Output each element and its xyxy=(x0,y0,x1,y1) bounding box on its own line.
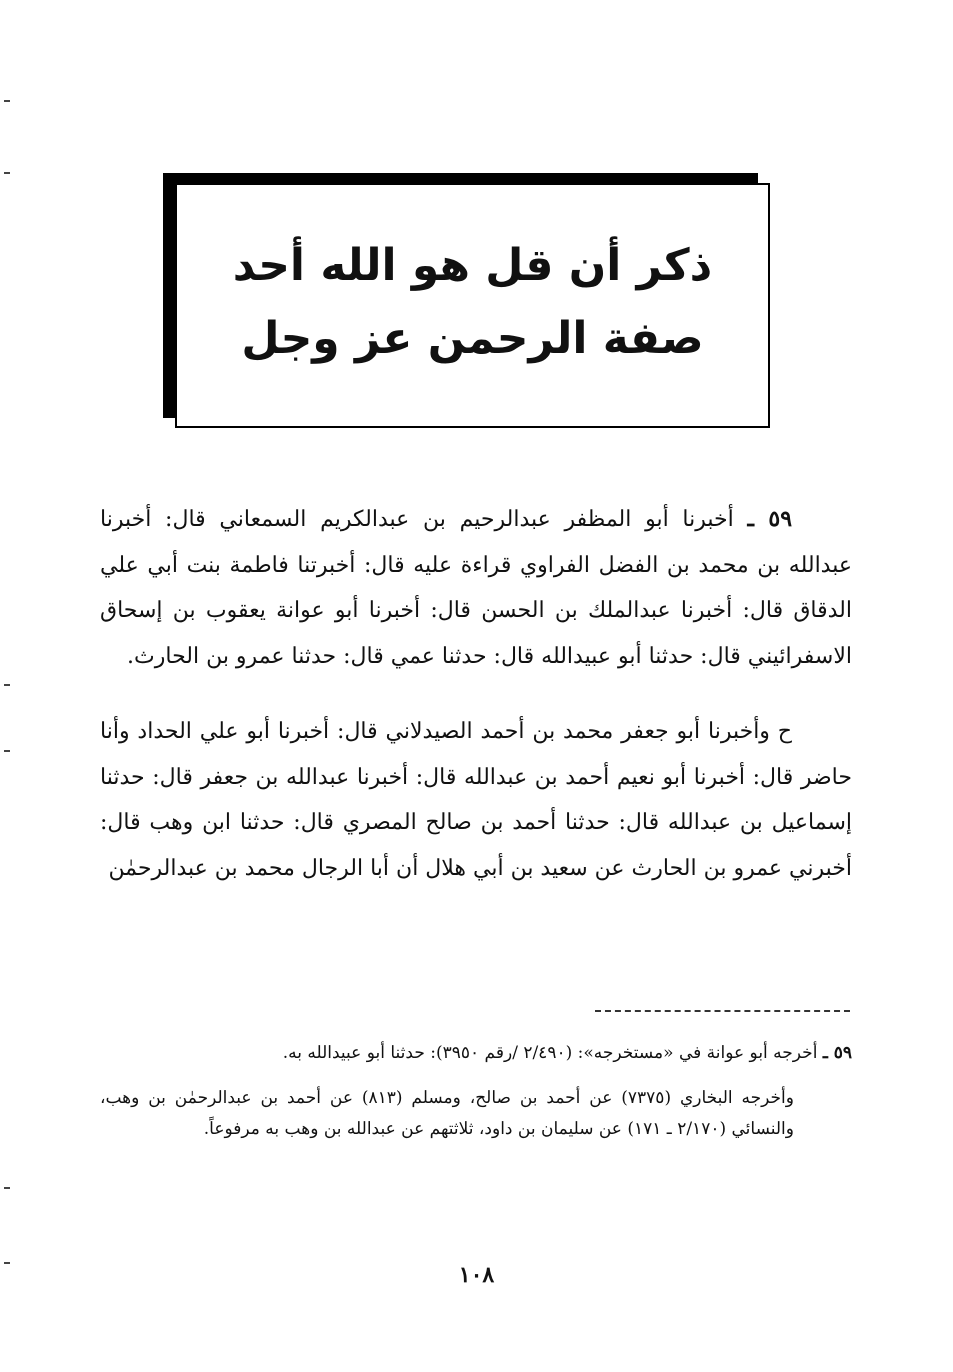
footnote-separator xyxy=(595,1010,850,1012)
hadith-number: ٥٩ ـ xyxy=(747,506,793,532)
chapter-title-box xyxy=(175,183,770,428)
hadith-paragraph-1 xyxy=(100,497,852,679)
scan-edge-mark xyxy=(4,100,10,102)
chapter-title-line-1: ذكر أن قل هو الله أحد xyxy=(232,240,713,291)
scan-edge-mark xyxy=(4,172,10,174)
hadith-text xyxy=(100,497,852,891)
chapter-title-line-2: صفة الرحمن عز وجل xyxy=(241,313,704,364)
footnote-1-text: أخرجه أبو عوانة في «مستخرجه»: (٢/٤٩٠ /رقم ٣٩٥٠): حدثنا أبو عبيدالله به. xyxy=(282,1043,818,1063)
footnote-1 xyxy=(100,1038,852,1069)
scan-edge-mark xyxy=(4,684,10,686)
footnote-number: ٥٩ ـ xyxy=(822,1043,852,1063)
footnotes xyxy=(100,1038,852,1145)
scan-edge-mark xyxy=(4,1187,10,1189)
page-number: ١٠٨ xyxy=(458,1262,495,1288)
footnote-2: وأخرجه البخاري (٧٣٧٥) عن أحمد بن صالح، ومسلم (٨١٣) عن أحمد بن عبدالرحمٰن بن وهب، والنسائي (٢/١٧٠ ـ ١٧١) عن سليمان بن داود، ثلاثتهم عن عبدالله بن وهب به مرفوعاً. xyxy=(100,1088,794,1139)
hadith-paragraph-1-text: أخبرنا أبو المظفر عبدالرحيم بن عبدالكريم السمعاني قال: أخبرنا عبدالله بن محمد بن الفضل الفراوي قراءة عليه قال: أخبرتنا فاطمة بنت أبي علي الدقاق قال: أخبرنا عبدالملك بن الحسن قال: أخبرنا أبو عوانة يعقوب بن إسحاق الاسفرائيني قال: حدثنا أبو عبيدالله قال: حدثنا عمي قال: حدثنا عمرو بن الحارث. xyxy=(100,507,853,669)
scan-edge-mark xyxy=(4,750,10,752)
hadith-paragraph-2: ح وأخبرنا أبو جعفر محمد بن أحمد الصيدلاني قال: أخبرنا أبو علي الحداد وأنا حاضر قال: أخبرنا أبو نعيم أحمد بن عبدالله قال: أخبرنا عبدالله بن جعفر قال: حدثنا إسماعيل بن عبدالله قال: حدثنا أحمد بن صالح المصري قال: حدثنا ابن وهب قال: أخبرني عمرو بن الحارث عن سعيد بن أبي هلال أن أبا الرجال محمد بن عبدالرحمٰن xyxy=(100,719,852,881)
